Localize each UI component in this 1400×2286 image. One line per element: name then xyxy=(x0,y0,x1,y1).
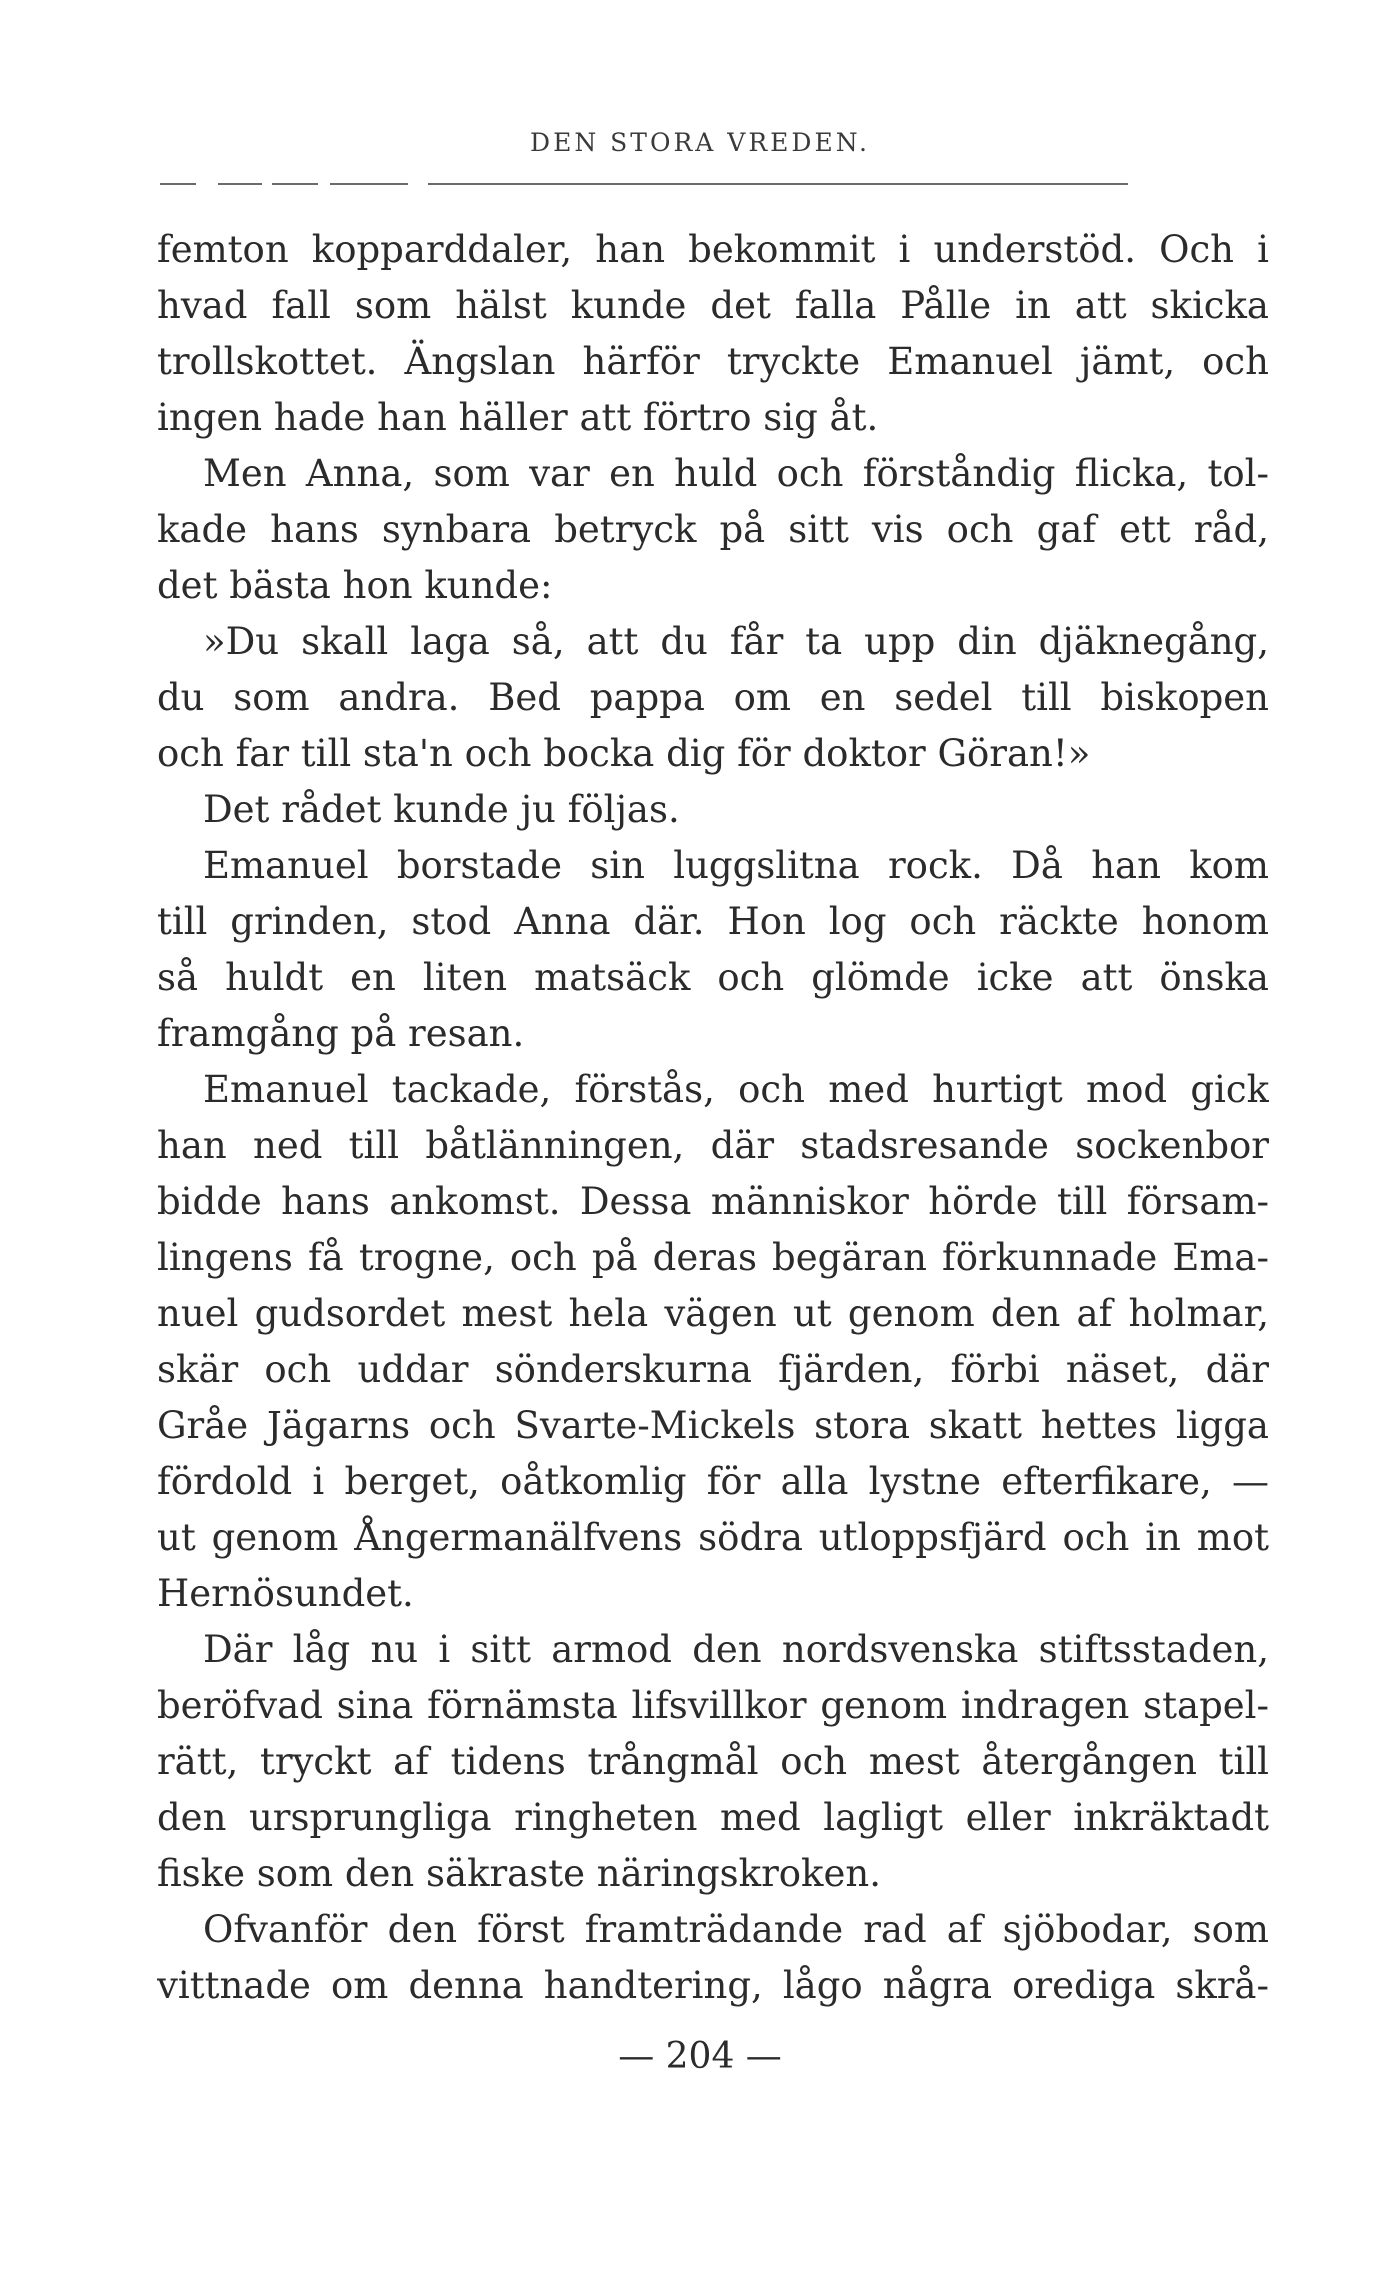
text-line: till grinden, stod Anna där. Hon log och räckte honom xyxy=(157,900,1269,943)
text-line: kade hans synbara betryck på sitt vis och gaf ett råd, xyxy=(157,508,1269,551)
text-line: och far till sta'n och bocka dig för doktor Göran!» xyxy=(157,732,1091,775)
text-line: så huldt en liten matsäck och glömde icke att önska xyxy=(157,956,1269,999)
text-line: nuel gudsordet mest hela vägen ut genom den af holmar, xyxy=(157,1292,1269,1335)
text-line: Emanuel tackade, förstås, och med hurtigt mod gick xyxy=(203,1068,1269,1111)
text-line: femton kopparddaler, han bekommit i understöd. Och i xyxy=(157,228,1269,271)
header-rule-gap xyxy=(196,180,218,188)
text-line: framgång på resan. xyxy=(157,1012,525,1055)
text-line: hvad fall som hälst kunde det falla Pålle in att skicka xyxy=(157,284,1269,327)
text-line: »Du skall laga så, att du får ta upp din djäknegång, xyxy=(203,620,1269,663)
text-line: den ursprungliga ringheten med lagligt eller inkräktadt xyxy=(157,1796,1269,1839)
text-line: det bästa hon kunde: xyxy=(157,564,553,607)
text-line: du som andra. Bed pappa om en sedel till biskopen xyxy=(157,676,1269,719)
running-head: DEN STORA VREDEN. xyxy=(530,128,870,157)
page-number: — 204 — xyxy=(618,2036,782,2077)
text-line: beröfvad sina förnämsta lifsvillkor genom indragen stapel- xyxy=(157,1684,1269,1727)
text-line: rätt, tryckt af tidens trångmål och mest återgången till xyxy=(157,1740,1269,1783)
header-rule-gap xyxy=(1128,180,1260,188)
text-line: Ofvanför den först framträdande rad af sjöbodar, som xyxy=(203,1908,1269,1951)
header-rule-gap xyxy=(318,180,330,188)
text-line: Gråe Jägarns och Svarte-Mickels stora skatt hettes ligga xyxy=(157,1404,1269,1447)
text-line: Emanuel borstade sin luggslitna rock. Då han kom xyxy=(203,844,1269,887)
header-rule-gap xyxy=(262,180,272,188)
text-line: ingen hade han häller att förtro sig åt. xyxy=(157,396,879,439)
text-line: Men Anna, som var en huld och förståndig flicka, tol- xyxy=(203,452,1269,495)
text-line: fiske som den säkraste näringskroken. xyxy=(157,1852,881,1895)
header-rule-gap xyxy=(408,180,428,188)
text-line: skär och uddar sönderskurna fjärden, förbi näset, där xyxy=(157,1348,1269,1391)
text-line: bidde hans ankomst. Dessa människor hörde till försam- xyxy=(157,1180,1269,1223)
text-line: Där låg nu i sitt armod den nordsvenska stiftsstaden, xyxy=(203,1628,1269,1671)
body-text xyxy=(157,222,1269,2014)
text-line: Det rådet kunde ju följas. xyxy=(203,788,680,831)
text-line: lingens få trogne, och på deras begäran förkunnade Ema- xyxy=(157,1236,1269,1279)
text-line: trollskottet. Ängslan härför tryckte Emanuel jämt, och xyxy=(157,340,1269,383)
text-line: ut genom Ångermanälfvens södra utloppsfjärd och in mot xyxy=(157,1516,1269,1559)
text-line: Hernösundet. xyxy=(157,1572,414,1615)
text-line: vittnade om denna handtering, lågo några orediga skrå- xyxy=(157,1964,1269,2007)
text-line: fördold i berget, oåtkomlig för alla lystne efterfikare, — xyxy=(157,1460,1269,1503)
text-line: han ned till båtlänningen, där stadsresande sockenbor xyxy=(157,1124,1269,1167)
